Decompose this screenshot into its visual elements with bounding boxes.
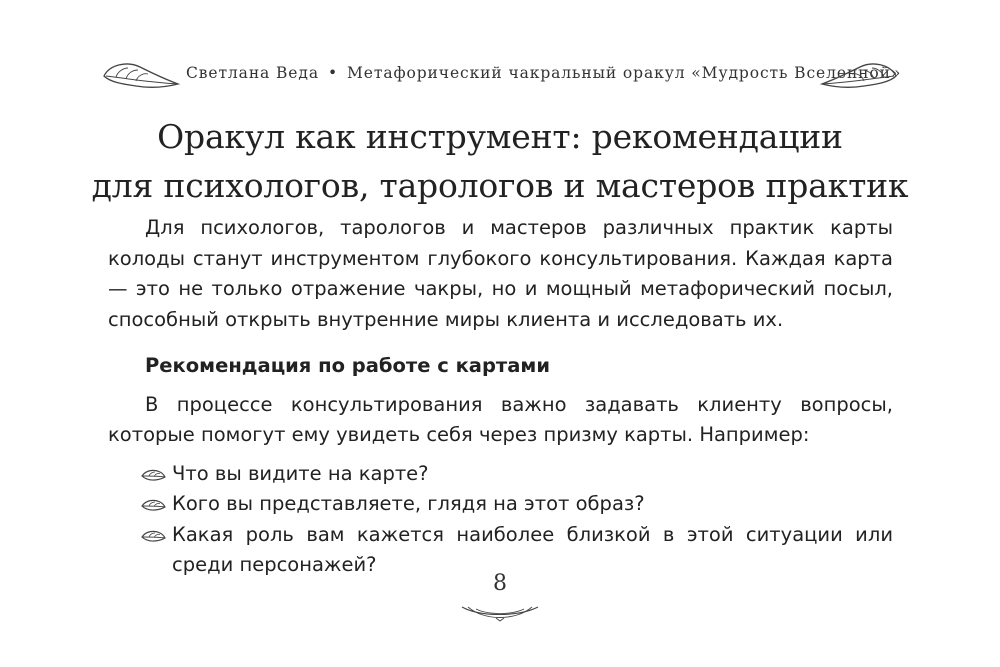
list-item-text: Кого вы представляете, глядя на этот образ? (172, 492, 645, 515)
leaf-ornament-left-icon (100, 58, 182, 92)
page-content (108, 213, 893, 581)
leaf-bullet-icon (140, 528, 166, 544)
leaf-bullet-icon (140, 467, 166, 483)
list-item (108, 489, 893, 520)
running-header-text (186, 64, 902, 82)
chapter-title-line-1: Оракул как инструмент: рекомендации (157, 117, 843, 156)
question-list (108, 459, 893, 581)
running-header (100, 56, 900, 96)
header-author: Светлана Веда (186, 64, 319, 82)
feather-flourish-icon (458, 601, 542, 623)
section-paragraph: В процессе консультирования важно задавать клиенту вопросы, которые помогут ему увидеть себя через призму карты. Например: (108, 392, 893, 446)
list-item (108, 459, 893, 490)
leaf-ornament-right-icon (818, 58, 900, 92)
list-item-text: Какая роль вам кажется наиболее близкой в этой ситуации или среди персонажей? (172, 522, 893, 576)
leaf-bullet-icon (140, 497, 166, 513)
section-heading: Рекомендация по работе с картами (145, 354, 550, 377)
header-separator: • (327, 64, 339, 82)
chapter-title-line-2: для психологов, тарологов и мастеров практик (91, 166, 909, 205)
page-number: 8 (493, 571, 507, 596)
intro-paragraph: Для психологов, тарологов и мастеров различных практик карты колоды станут инструментом глубокого консультирования. Каждая карта — это не только отражение чакры, но и мощный метафорический посыл, способный открыть внутренние миры клиента и исследовать их. (108, 216, 893, 331)
header-book-title: Метафорический чакральный оракул «Мудрость Вселенной» (347, 64, 902, 82)
chapter-title (80, 112, 920, 210)
list-item-text: Что вы видите на карте? (172, 461, 429, 485)
